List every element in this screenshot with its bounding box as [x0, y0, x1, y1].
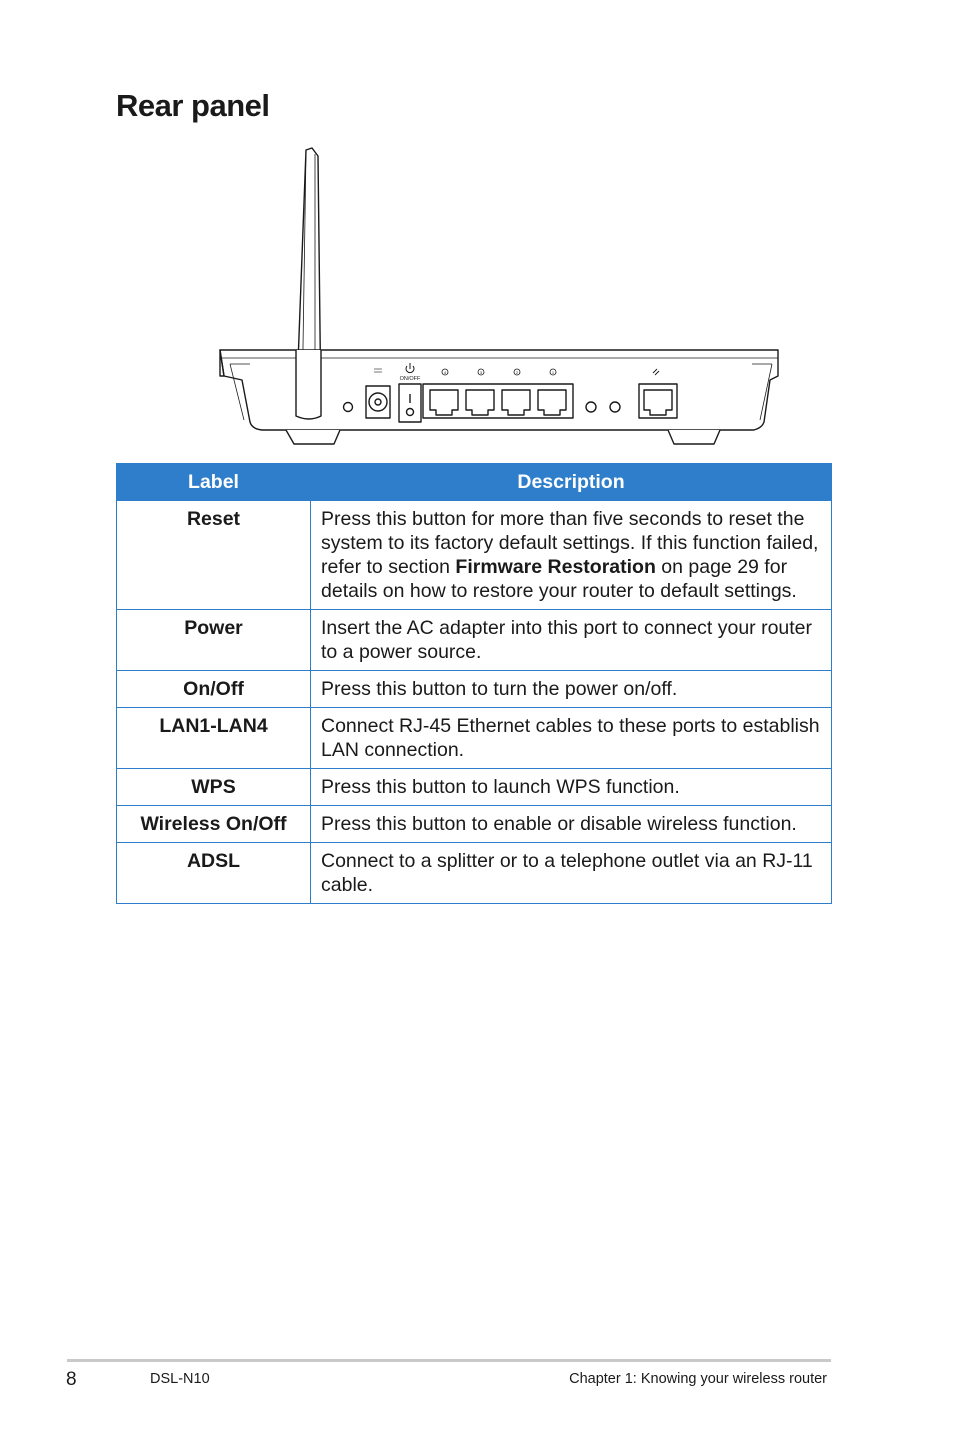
footer-chapter-title: Chapter 1: Knowing your wireless router: [569, 1371, 827, 1387]
row-label: ADSL: [117, 843, 311, 904]
row-description: Connect RJ-45 Ethernet cables to these ports to establish LAN connection.: [311, 708, 832, 769]
table-row: [117, 843, 832, 904]
table-row: [117, 671, 832, 708]
row-description: Connect to a splitter or to a telephone outlet via an RJ-11 cable.: [311, 843, 832, 904]
lan1-port-label: 1: [551, 370, 555, 375]
lan2-port-label: 2: [515, 370, 519, 375]
row-label: Wireless On/Off: [117, 806, 311, 843]
adsl-port: [639, 384, 677, 418]
firmware-restoration-reference: Firmware Restoration: [455, 556, 656, 578]
row-description: Insert the AC adapter into this port to connect your router to a power source.: [311, 610, 832, 671]
table-row: [117, 806, 832, 843]
row-label: Power: [117, 610, 311, 671]
page-title: Rear panel: [116, 88, 270, 123]
column-header-label: Label: [117, 464, 311, 501]
lan3-port-label: 3: [479, 370, 483, 375]
footer-divider: [67, 1359, 831, 1362]
table-row: [117, 708, 832, 769]
router-rear-panel-illustration: [216, 144, 784, 450]
table-header-row: [117, 464, 832, 501]
row-label: Reset: [117, 501, 311, 610]
lan-ports: [423, 384, 573, 418]
table-row: [117, 501, 832, 610]
rear-panel-table: [116, 463, 832, 904]
row-label: WPS: [117, 769, 311, 806]
table-row: [117, 610, 832, 671]
row-label: On/Off: [117, 671, 311, 708]
power-jack: [366, 386, 390, 418]
column-header-description: Description: [311, 464, 832, 501]
footer-model-name: DSL-N10: [150, 1371, 210, 1387]
footer-page-number: 8: [66, 1369, 77, 1390]
lan4-port-label: 4: [443, 370, 447, 375]
row-description: Press this button to enable or disable wireless function.: [311, 806, 832, 843]
on-off-switch: [399, 384, 421, 422]
row-label: LAN1-LAN4: [117, 708, 311, 769]
row-description: Press this button for more than five seconds to reset the system to its factory default settings. If this function failed, refer to section Firmware Restoration on page 29 for details on how to restore your router to default settings.: [311, 501, 832, 610]
on-off-port-label: ON/OFF: [399, 376, 421, 382]
table-row: [117, 769, 832, 806]
row-description: Press this button to launch WPS function.: [311, 769, 832, 806]
row-description: Press this button to turn the power on/off.: [311, 671, 832, 708]
